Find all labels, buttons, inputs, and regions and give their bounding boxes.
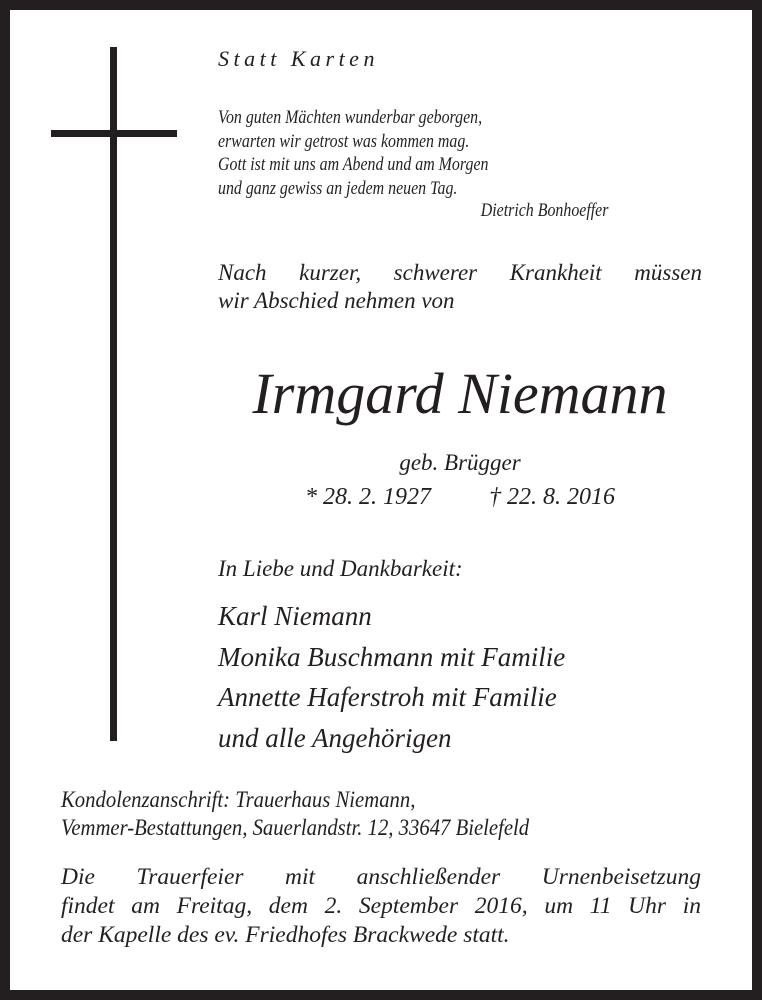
birth-date: * 28. 2. 1927 <box>305 484 431 510</box>
poem-line: erwarten wir getrost was kommen mag. <box>218 131 470 152</box>
intro-line: wir Abschied nehmen von <box>218 288 455 313</box>
mourners-list <box>218 596 565 758</box>
cross-icon-horizontal <box>51 130 177 137</box>
funeral-details <box>61 863 701 950</box>
mourners-heading: In Liebe und Dankbarkeit: <box>218 556 463 581</box>
condolence-line: Vemmer-Bestattungen, Sauerlandstr. 12, 33647 Bielefeld <box>61 815 530 840</box>
mourner-name: Annette Haferstroh mit Familie <box>218 682 557 712</box>
cross-icon-vertical <box>110 47 117 741</box>
intro-text <box>218 259 702 315</box>
funeral-line: Die Trauerfeier mit anschließender Urnenbeisetzung <box>61 864 701 890</box>
mourner-name: Monika Buschmann mit Familie <box>218 641 566 672</box>
poem-author: Dietrich Bonhoeffer <box>480 201 609 221</box>
intro-line: Nach kurzer, schwerer Krankheit müssen <box>218 260 702 285</box>
poem-line: Von guten Mächten wunderbar geborgen, <box>218 108 483 128</box>
notice-header: Statt Karten <box>218 46 379 71</box>
condolence-address <box>61 786 529 842</box>
mourner-name: Karl Niemann <box>218 601 372 631</box>
deceased-name: Irmgard Niemann <box>252 361 668 426</box>
condolence-line: Kondolenzanschrift: Trauerhaus Niemann, <box>61 787 416 812</box>
birth-name: geb. Brügger <box>399 450 521 475</box>
poem-quote <box>218 107 488 201</box>
death-date: † 22. 8. 2016 <box>489 484 615 510</box>
poem-line: Gott ist mit uns am Abend und am Morgen <box>218 155 489 175</box>
funeral-line: der Kapelle des ev. Friedhofes Brackwede statt. <box>61 922 510 948</box>
funeral-line: findet am Freitag, dem 2. September 2016, um 11 Uhr in <box>61 893 701 919</box>
life-dates <box>218 484 702 511</box>
obituary-notice <box>10 10 752 990</box>
mourner-name: und alle Angehörigen <box>218 722 452 753</box>
poem-line: und ganz gewiss an jedem neuen Tag. <box>218 178 458 199</box>
